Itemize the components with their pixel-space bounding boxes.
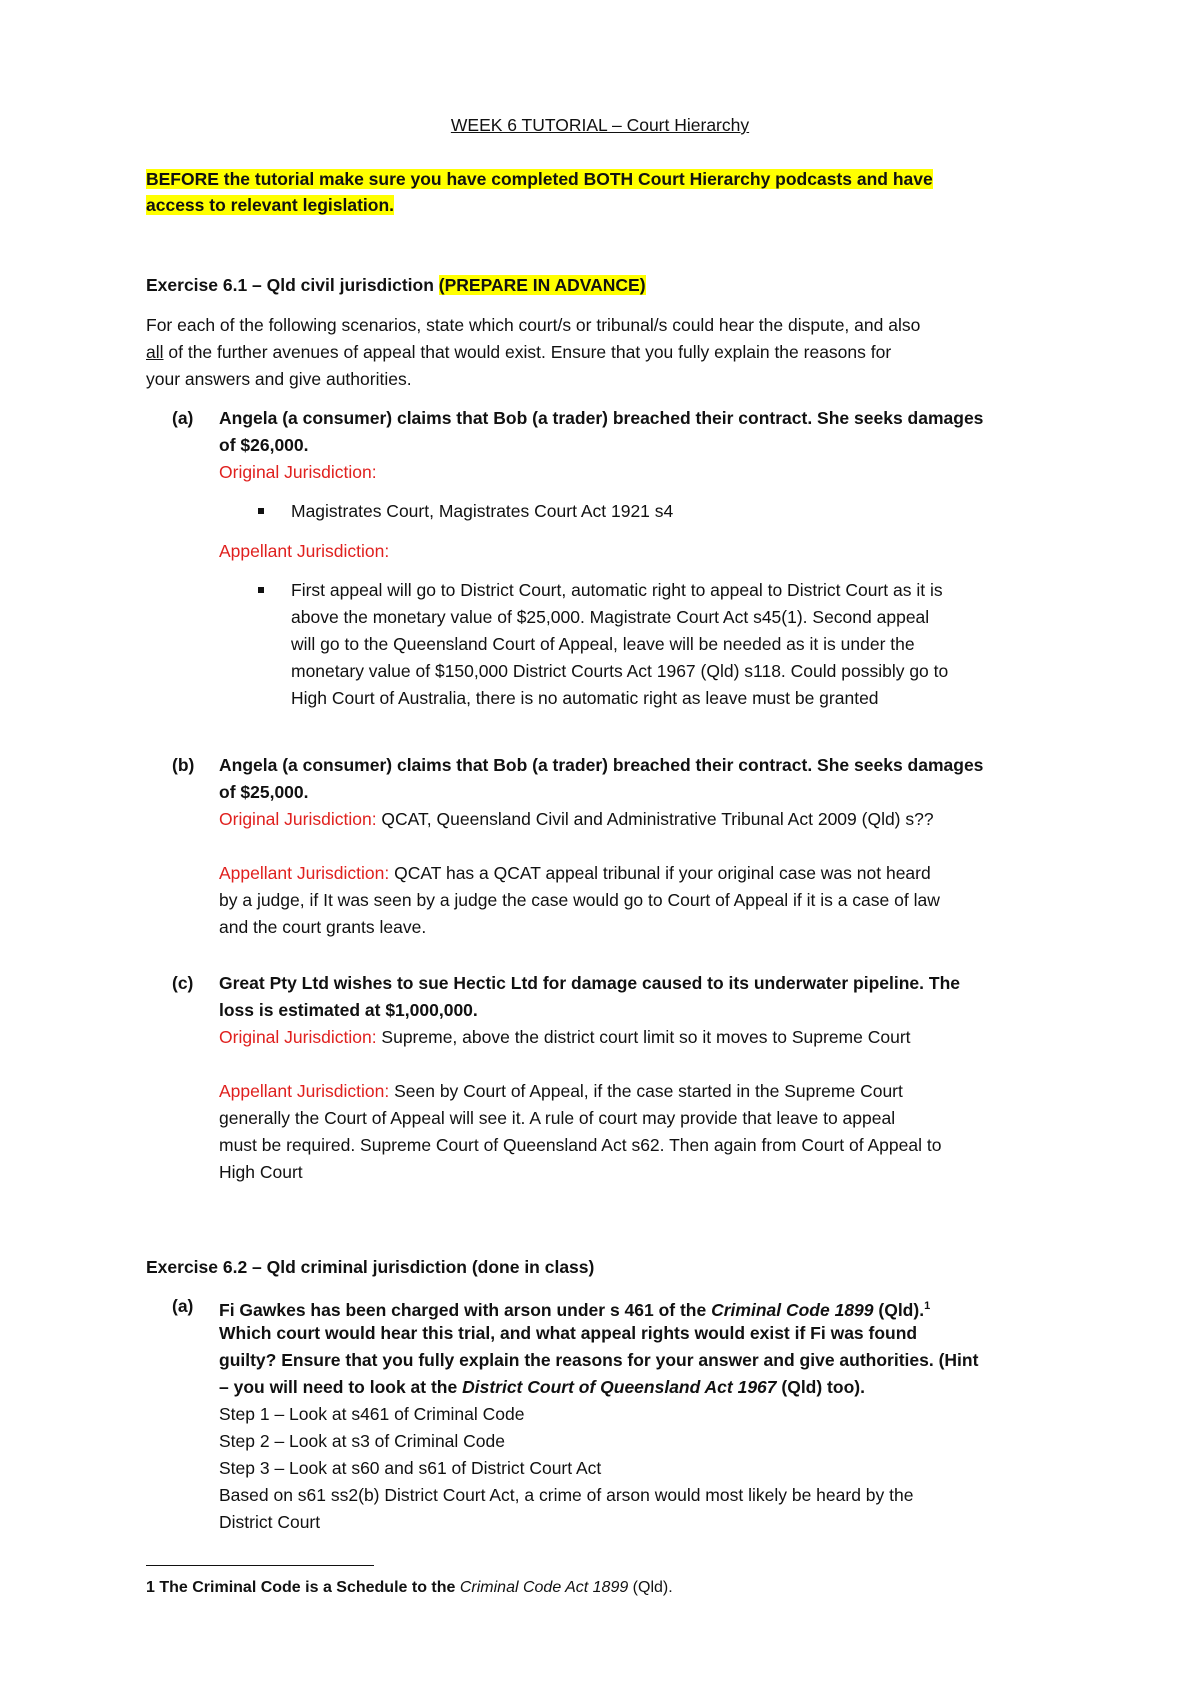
item-label: (b) bbox=[172, 755, 195, 775]
notice-line-1: BEFORE the tutorial make sure you have completed BOTH Court Hierarchy podcasts and have bbox=[146, 169, 933, 189]
prepare-tag: (PREPARE IN ADVANCE) bbox=[438, 275, 646, 295]
original-jurisdiction-c: Original Jurisdiction: Supreme, above the district court limit so it moves to Supreme Court bbox=[219, 1027, 911, 1047]
step-3: Step 3 – Look at s60 and s61 of District Court Act bbox=[219, 1458, 602, 1478]
question-c-line-1: Great Pty Ltd wishes to sue Hectic Ltd for damage caused to its underwater pipeline. The bbox=[219, 973, 960, 993]
appellant-jurisdiction-label: Appellant Jurisdiction: bbox=[219, 541, 390, 561]
bullet-icon bbox=[258, 508, 264, 514]
appellant-line-2: above the monetary value of $25,000. Magistrate Court Act s45(1). Second appeal bbox=[291, 607, 930, 627]
appellant-line-1: First appeal will go to District Court, automatic right to appeal to District Court as it is bbox=[291, 580, 943, 600]
appellant-line-5: High Court of Australia, there is no automatic right as leave must be granted bbox=[291, 688, 879, 708]
appellant-jurisdiction-b: Appellant Jurisdiction: QCAT has a QCAT appeal tribunal if your original case was not heard bbox=[219, 863, 931, 883]
question-a-line-1: Angela (a consumer) claims that Bob (a trader) breached their contract. She seeks damages bbox=[219, 408, 984, 428]
original-jurisdiction-label: Original Jurisdiction: bbox=[219, 462, 377, 482]
question-b-line-1: Angela (a consumer) claims that Bob (a trader) breached their contract. She seeks damages bbox=[219, 755, 984, 775]
ex61-intro-line-3: your answers and give authorities. bbox=[146, 369, 412, 389]
appellant-c-line-2: generally the Court of Appeal will see it. A rule of court may provide that leave to appeal bbox=[219, 1108, 896, 1128]
exercise-6-2-heading: Exercise 6.2 – Qld criminal jurisdiction (done in class) bbox=[146, 1257, 595, 1277]
appellant-b-line-3: and the court grants leave. bbox=[219, 917, 427, 937]
notice-line-2: access to relevant legislation. bbox=[146, 195, 395, 215]
page-title: WEEK 6 TUTORIAL – Court Hierarchy bbox=[450, 115, 750, 135]
item-label: (a) bbox=[172, 1296, 194, 1316]
answer-line-1: Based on s61 ss2(b) District Court Act, a crime of arson would most likely be heard by the bbox=[219, 1485, 914, 1505]
original-jurisdiction-b: Original Jurisdiction: QCAT, Queensland Civil and Administrative Tribunal Act 2009 (Qld) s?? bbox=[219, 809, 934, 829]
question-62a-line-3: guilty? Ensure that you fully explain the reasons for your answer and give authorities. (Hint bbox=[219, 1350, 979, 1370]
step-2: Step 2 – Look at s3 of Criminal Code bbox=[219, 1431, 505, 1451]
original-jurisdiction-text: Magistrates Court, Magistrates Court Act 1921 s4 bbox=[291, 501, 674, 521]
footnote-divider bbox=[146, 1565, 374, 1566]
question-b-line-2: of $25,000. bbox=[219, 782, 309, 802]
appellant-jurisdiction-c: Appellant Jurisdiction: Seen by Court of Appeal, if the case started in the Supreme Court bbox=[219, 1081, 903, 1101]
appellant-line-3: will go to the Queensland Court of Appeal, leave will be needed as it is under the bbox=[291, 634, 915, 654]
exercise-6-1-heading: Exercise 6.1 – Qld civil jurisdiction (PREPARE IN ADVANCE) bbox=[146, 275, 646, 295]
answer-line-2: District Court bbox=[219, 1512, 321, 1532]
bullet-icon bbox=[258, 587, 264, 593]
step-1: Step 1 – Look at s461 of Criminal Code bbox=[219, 1404, 525, 1424]
footnote: 1 The Criminal Code is a Schedule to the Criminal Code Act 1899 (Qld). bbox=[146, 1579, 673, 1596]
item-label: (a) bbox=[172, 408, 194, 428]
appellant-b-line-2: by a judge, if It was seen by a judge the case would go to Court of Appeal if it is a case of law bbox=[219, 890, 940, 910]
question-62a-line-4: – you will need to look at the District Court of Queensland Act 1967 (Qld) too). bbox=[219, 1377, 865, 1397]
footnote-ref[interactable]: 1 bbox=[924, 1300, 931, 1312]
question-c-line-2: loss is estimated at $1,000,000. bbox=[219, 1000, 478, 1020]
ex61-intro-line-2: all of the further avenues of appeal that would exist. Ensure that you fully explain the reasons for bbox=[146, 342, 892, 362]
appellant-c-line-4: High Court bbox=[219, 1162, 303, 1182]
question-62a-line-2: Which court would hear this trial, and what appeal rights would exist if Fi was found bbox=[219, 1323, 918, 1343]
item-label: (c) bbox=[172, 973, 194, 993]
appellant-c-line-3: must be required. Supreme Court of Queensland Act s62. Then again from Court of Appeal to bbox=[219, 1135, 942, 1155]
question-62a-line-1: Fi Gawkes has been charged with arson under s 461 of the Criminal Code 1899 (Qld).$^1$ bbox=[219, 1299, 931, 1320]
appellant-line-4: monetary value of $150,000 District Courts Act 1967 (Qld) s118. Could possibly go to bbox=[291, 661, 949, 681]
ex61-intro-line-1: For each of the following scenarios, state which court/s or tribunal/s could hear the dispute, and also bbox=[146, 315, 921, 335]
question-a-line-2: of $26,000. bbox=[219, 435, 309, 455]
